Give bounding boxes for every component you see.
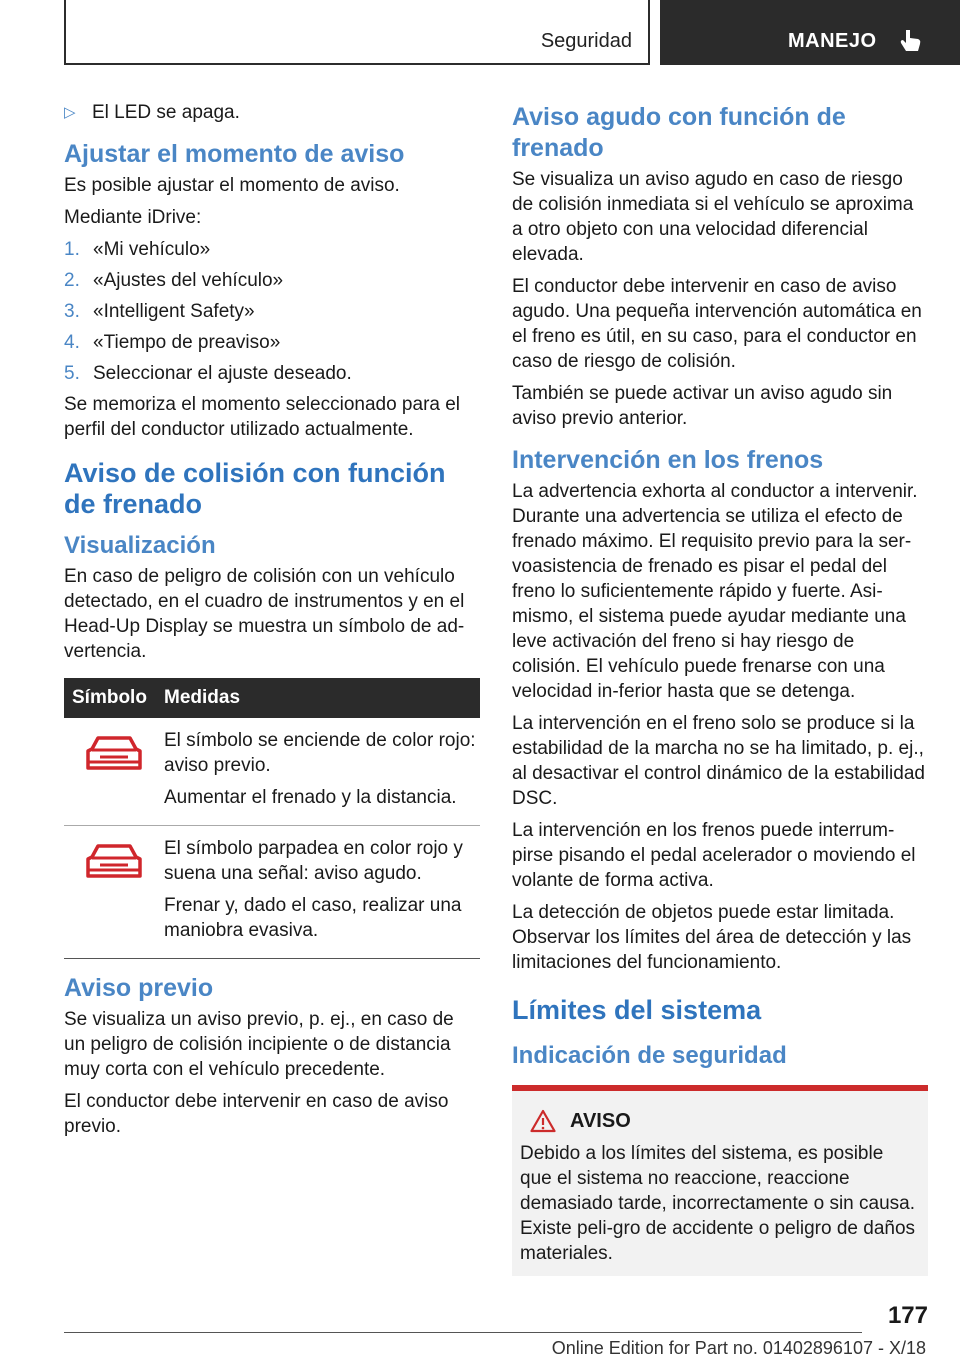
footer-edition: Online Edition for Part no. 01402896107 - X/18 [551,1338,926,1358]
paragraph: Se visualiza un aviso agudo en caso de riesgo de colisión inmediata si el vehículo se aproxima a otro objeto con una velocidad diferencial elevada. [512,169,914,265]
heading-limites: Límites del sistema [512,995,762,1025]
paragraph: La advertencia exhorta al conductor a intervenir. Durante una advertencia se utiliza el efecto de frenado máximo. El requisito previo para la ser-voasistencia de frenado es pisar el pedal del freno lo suficientemente rápido y fuerte. Asi-mismo, el sistema puede ayudar mediante una leve activación del freno si hay riesgo de colisión. El vehículo puede frenarse con una velocidad in-ferior hasta que se detenga. [512,481,918,702]
paragraph: La intervención en los frenos puede interrum-pirse pisando el pedal acelerador o moviendo el volante de forma activa. [512,820,916,891]
paragraph: El conductor debe intervenir en caso de aviso previo. [64,1091,449,1137]
paragraph: Mediante iDrive: [64,207,202,228]
warning-triangle-icon [530,1109,556,1133]
paragraph: Se visualiza un aviso previo, p. ej., en caso de un peligro de colisión incipiente o de distancia muy corta con el vehículo precedente. [64,1009,454,1080]
car-flashing-icon [84,842,144,882]
table-row [64,825,480,958]
list-item: 3. «Intelligent Safety» [64,301,255,322]
list-item: 5. Seleccionar el ajuste deseado. [64,363,352,384]
heading-aviso-agudo: Aviso agudo con función de frenado [512,103,846,162]
list-item: 1. «Mi vehículo» [64,239,211,260]
heading-intervencion: Intervención en los frenos [512,446,824,474]
footer-divider [64,1332,862,1333]
list-item: 2. «Ajustes del vehículo» [64,270,284,291]
warning-title: AVISO [520,1109,920,1133]
left-column [64,100,480,1146]
header-section-box [64,0,650,65]
steps-list [64,237,480,386]
symbol-table [64,678,480,959]
warning-box [512,1085,928,1276]
table-cell: El símbolo parpadea en color rojo y suena una señal: aviso agudo. [164,838,463,884]
table-cell: Frenar y, dado el caso, realizar una maniobra evasiva. [164,895,462,941]
section-title: Seguridad [540,30,632,52]
chapter-tab [660,0,960,65]
heading-aviso-previo: Aviso previo [64,974,214,1002]
table-header [64,678,480,718]
paragraph: Es posible ajustar el momento de aviso. [64,175,400,196]
table-cell: El símbolo se enciende de color rojo: aviso previo. [164,730,476,776]
paragraph: También se puede activar un aviso agudo sin aviso previo anterior. [512,383,893,429]
hand-pointer-icon [896,26,924,54]
warning-text: Debido a los límites del sistema, es posible que el sistema no reaccione, reaccione demasiado tarde, incorrectamente o sin causa. Existe peli-gro de accidente o peligro de daños materiales. [520,1143,916,1264]
column-header-symbol: Símbolo [72,687,147,708]
table-cell: Aumentar el frenado y la distancia. [164,787,457,808]
chapter-title: MANEJO [788,30,877,52]
heading-ajustar: Ajustar el momento de aviso [64,140,405,168]
table-row [64,718,480,825]
paragraph: Se memoriza el momento seleccionado para el perfil del conductor utilizado actualmente. [64,394,461,440]
heading-aviso-colision: Aviso de colisión con función de frenado [64,458,446,519]
paragraph: El conductor debe intervenir en caso de aviso agudo. Una pequeña intervención automática en el freno es útil, en su caso, para el conductor en caso de riesgo de colisión. [512,276,922,372]
heading-visualizacion: Visualización [64,532,216,559]
bullet-item: ▷ El LED se apaga. [64,102,240,123]
paragraph: La intervención en el freno solo se produce si la estabilidad de la marcha no se ha limitado, p. ej., al desactivar el control dinámico de la estabilidad DSC. [512,713,925,809]
list-item: 4. «Tiempo de preaviso» [64,332,281,353]
column-header-measures: Medidas [164,687,241,708]
paragraph: En caso de peligro de colisión con un vehículo detectado, en el cuadro de instrumentos y en el Head-Up Display se muestra un símbolo de ad-vertencia. [64,566,465,662]
right-column [512,100,928,1276]
paragraph: La detección de objetos puede estar limitada. Observar los límites del área de detección y las limitaciones del funcionamiento. [512,902,912,973]
heading-indicacion: Indicación de seguridad [512,1042,787,1069]
car-warning-icon [84,734,144,774]
page-number: 177 [887,1302,928,1329]
triangle-bullet-icon: ▷ [64,104,76,121]
